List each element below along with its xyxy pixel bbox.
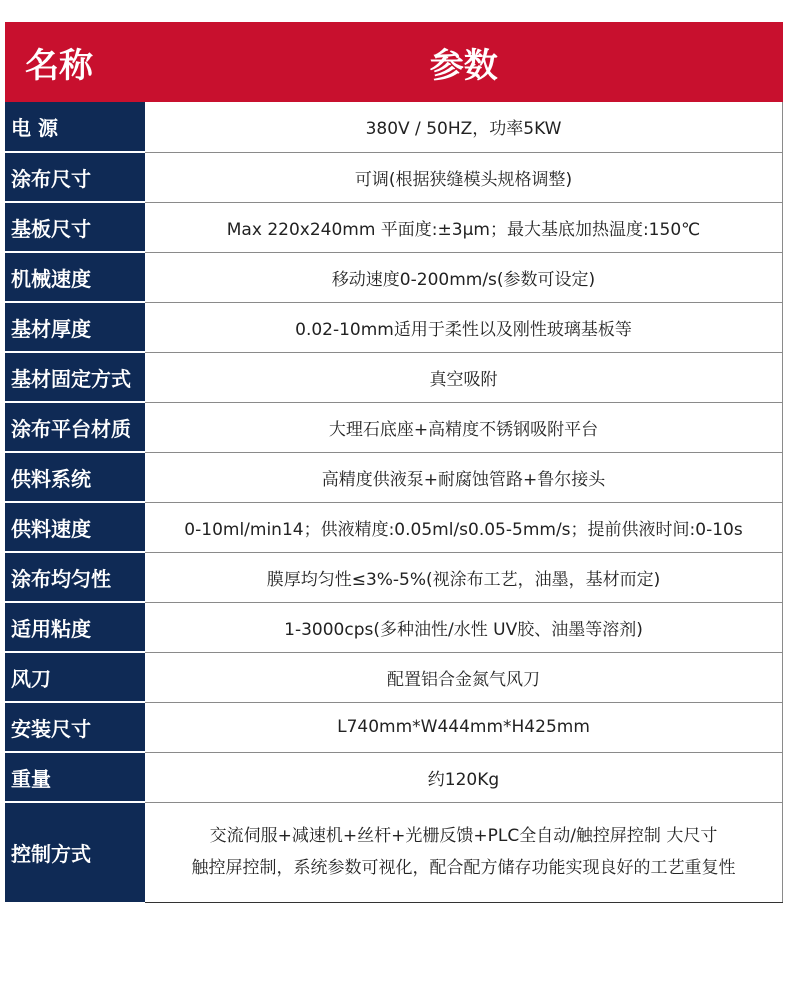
row-label: 控制方式 [5,802,145,902]
row-value: 0-10ml/min14；供液精度:0.05ml/s0.05-5mm/s；提前供液时间:0-10s [145,502,783,552]
row-value: 0.02-10mm适用于柔性以及刚性玻璃基板等 [145,302,783,352]
row-label: 基材厚度 [5,302,145,352]
row-value: 380V / 50HZ，功率5KW [145,102,783,152]
table-row [5,202,783,252]
row-value: 可调(根据狭缝模头规格调整) [145,152,783,202]
row-label: 基板尺寸 [5,202,145,252]
row-label: 基材固定方式 [5,352,145,402]
table-row [5,452,783,502]
row-value: 真空吸附 [145,352,783,402]
row-value: L740mm*W444mm*H425mm [145,702,783,752]
table-row [5,252,783,302]
header-value: 参数 [145,22,783,102]
row-label: 机械速度 [5,252,145,302]
table-row [5,402,783,452]
row-label: 重量 [5,752,145,802]
table-row [5,502,783,552]
row-label: 涂布平台材质 [5,402,145,452]
table-row [5,552,783,602]
row-value: 1-3000cps(多种油性/水性 UV胶、油墨等溶剂) [145,602,783,652]
table-row [5,302,783,352]
row-value: 配置铝合金氮气风刀 [145,652,783,702]
table-row [5,102,783,152]
table-row [5,352,783,402]
row-value-line: 交流伺服+减速机+丝杆+光栅反馈+PLC全自动/触控屏控制 大尺寸 [209,826,718,846]
row-label: 电 源 [5,102,145,152]
spec-table [5,22,783,903]
row-value [145,802,783,902]
row-label: 涂布均匀性 [5,552,145,602]
row-value: 约120Kg [145,752,783,802]
table-row [5,752,783,802]
row-value: 移动速度0-200mm/s(参数可设定) [145,252,783,302]
row-value: 高精度供液泵+耐腐蚀管路+鲁尔接头 [145,452,783,502]
row-value-line: 触控屏控制，系统参数可视化，配合配方储存功能实现良好的工艺重复性 [191,858,736,878]
header-name: 名称 [5,22,145,102]
row-value: 膜厚均匀性≤3%-5%(视涂布工艺，油墨，基材而定) [145,552,783,602]
row-label: 涂布尺寸 [5,152,145,202]
row-value: 大理石底座+高精度不锈钢吸附平台 [145,402,783,452]
table-row [5,702,783,752]
table-row [5,152,783,202]
row-label: 供料速度 [5,502,145,552]
row-label: 供料系统 [5,452,145,502]
row-label: 安装尺寸 [5,702,145,752]
row-label: 适用粘度 [5,602,145,652]
table-row [5,602,783,652]
row-value: Max 220x240mm 平面度:±3μm；最大基底加热温度:150℃ [145,202,783,252]
row-label: 风刀 [5,652,145,702]
table-header [5,22,783,102]
table-row [5,802,783,902]
table-row [5,652,783,702]
